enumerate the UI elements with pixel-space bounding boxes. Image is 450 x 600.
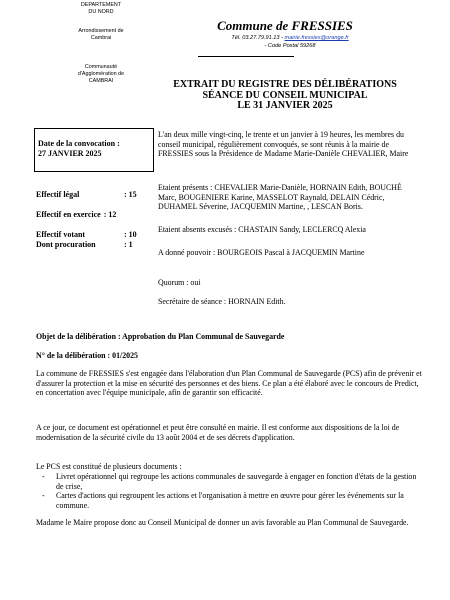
commune-contact	[190, 34, 390, 50]
arrondissement-header	[36, 28, 166, 42]
effectif-legal-label: Effectif légal	[36, 190, 80, 199]
presents-list: Etaient présents : CHEVALIER Marie-Danièle, HORNAIN Edith, BOUCHÉ Marc, BOUGENIERE Karine, MASSELOT Raynald, DELAIN Cédric, DUHAMEL Séverine, JACQUEMIN Martine, , LESCAN Boris.	[158, 183, 402, 211]
list-dash: -	[42, 491, 45, 500]
contact-separator: -	[279, 35, 285, 41]
department-line-1: DEPARTEMENT	[80, 2, 122, 8]
effectifs-block	[36, 190, 137, 250]
email-link[interactable]: mairie.fressies@orange.fr	[284, 35, 349, 41]
list-item	[36, 491, 424, 510]
arrondissement-line-2: Cambrai	[90, 35, 112, 41]
effectif-votant-row	[36, 230, 137, 240]
department-line-2: DU NORD	[88, 9, 114, 15]
deliberation-object: Objet de la délibération : Approbation du Plan Communal de Sauvegarde	[36, 332, 285, 341]
paragraph-pcs-documents: Le PCS est constitué de plusieurs documents :	[36, 462, 182, 471]
effectif-exercice-label: Effectif en exercice	[36, 210, 101, 219]
effectif-exercice-value: : 12	[103, 210, 117, 219]
procuration-label: Dont procuration	[36, 240, 96, 249]
procuration-value: : 1	[124, 240, 133, 249]
list-dash: -	[42, 472, 45, 481]
paragraph-engagement: La commune de FRESSIES s'est engagée dans l'élaboration d'un Plan Communal de Sauvegarde (PCS) afin de prévenir et d'assurer la protection et la mise en sécurité des personnes et des biens. Ce plan a été élaboré avec le concours de Predict, en concertation avec l'équipe municipale, afin de garantir son efficacité.	[36, 369, 422, 397]
title-line-3: LE 31 JANVIER 2025	[237, 100, 333, 111]
header-divider	[198, 56, 294, 57]
pouvoir-line: A donné pouvoir : BOURGEOIS Pascal à JACQUEMIN Martine	[158, 248, 365, 257]
telephone: Tél. 03.27.79.91.13	[231, 35, 280, 41]
document-title	[150, 80, 420, 112]
commune-title: Commune de FRESSIES	[217, 18, 353, 33]
effectif-legal-row	[36, 190, 137, 210]
effectif-votant-label: Effectif votant	[36, 230, 86, 239]
pcs-documents-list	[36, 472, 424, 510]
arrondissement-line-1: Arrondissement de	[78, 28, 124, 34]
excuses-list: Etaient absents excusés : CHASTAIN Sandy, LECLERCQ Alexia	[158, 225, 366, 234]
procuration-row	[36, 240, 137, 250]
title-line-2: SÉANCE DU CONSEIL MUNICIPAL	[202, 89, 368, 101]
list-item-text: Livret opérationnel qui regroupe les actions communales de sauvegarde à engager en fonction d'états de la gestion de crise,	[56, 472, 417, 491]
communaute-header	[36, 64, 166, 85]
convocation-date: 27 JANVIER 2025	[38, 149, 102, 158]
department-header	[36, 2, 166, 16]
list-item	[36, 472, 424, 491]
deliberation-number: N° de la délibération : 01/2025	[36, 351, 139, 360]
paragraph-conformity: A ce jour, ce document est opérationnel et peut être consulté en mairie. Il est conforme aux dispositions de la loi de modernisation de la sécurité civile du 13 août 2004 et de ses décrets d'application.	[36, 423, 400, 442]
convocation-label: Date de la convocation :	[38, 139, 120, 148]
convocation-box	[34, 128, 154, 172]
communaute-line-2: d'Agglomération de	[77, 71, 125, 77]
list-item-text: Cartes d'actions qui regroupent les actions et l'organisation à mettre en œuvre pour gérer les événements sur la commune.	[56, 491, 404, 510]
postal-code: - Code Postal 59268	[264, 43, 316, 49]
paragraph-proposal: Madame le Maire propose donc au Conseil Municipal de donner un avis favorable au Plan Communal de Sauvegarde.	[36, 518, 409, 527]
title-line-1: EXTRAIT DU REGISTRE DES DÉLIBÉRATIONS	[173, 79, 397, 90]
contact-line	[190, 34, 390, 42]
quorum-line: Quorum : oui	[158, 278, 201, 287]
effectif-votant-value: : 10	[124, 230, 137, 239]
effectif-legal-value: : 15	[124, 190, 137, 199]
secretaire-line: Secrétaire de séance : HORNAIN Edith.	[158, 297, 286, 306]
effectif-exercice-row	[36, 210, 137, 230]
communaute-line-1: Communauté	[84, 64, 118, 70]
communaute-line-3: CAMBRAI	[88, 78, 114, 84]
session-intro: L'an deux mille vingt-cinq, le trente et un janvier à 19 heures, les membres du conseil municipal, régulièrement convoqués, se sont réunis à la mairie de FRESSIES sous la Présidence de Madame Marie-Danièle CHEVALIER, Maire	[158, 130, 409, 158]
